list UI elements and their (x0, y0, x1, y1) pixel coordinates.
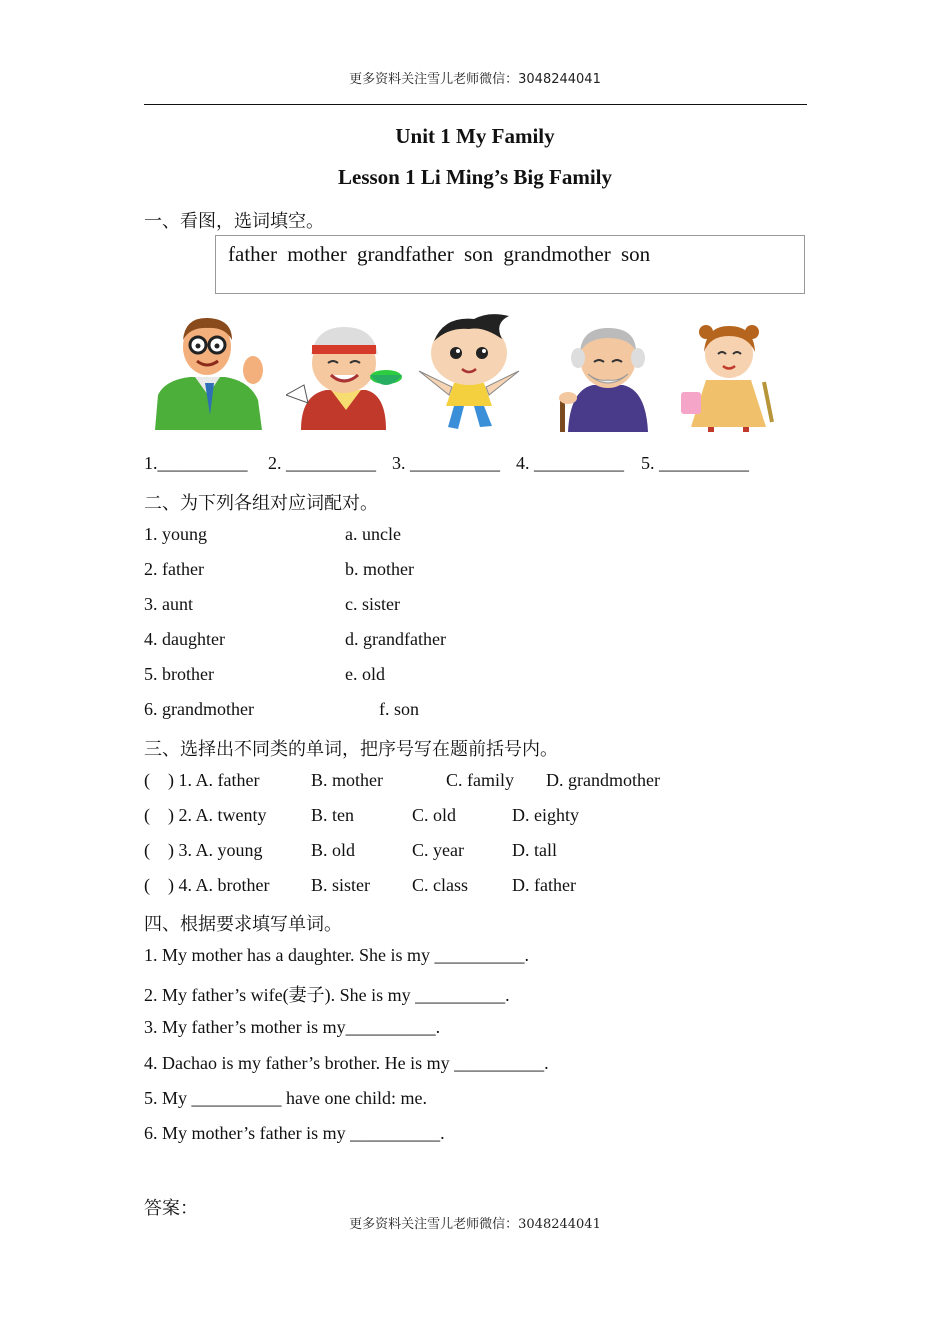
match-left-item: 3. aunt (144, 594, 193, 614)
blank-4: 4. __________ (516, 453, 624, 473)
father-picture (150, 315, 265, 430)
choice-option-c: C. family (446, 770, 514, 790)
unit-title: Unit 1 My Family (395, 124, 555, 148)
grandfather-picture (558, 320, 653, 432)
choice-row-number: ( ) 2. A. twenty (144, 805, 267, 825)
choice-option-d: D. eighty (512, 805, 579, 825)
word-bank-box (215, 235, 805, 294)
lesson-title: Lesson 1 Li Ming’s Big Family (338, 165, 612, 189)
fill-item: 4. Dachao is my father’s brother. He is my __________. (144, 1053, 549, 1073)
blank-2: 2. __________ (268, 453, 376, 473)
fill-item: 1. My mother has a daughter. She is my __________. (144, 945, 529, 965)
match-right-item: f. son (379, 699, 419, 719)
choice-option-c: C. class (412, 875, 468, 895)
blank-5: 5. __________ (641, 453, 749, 473)
match-right-item: e. old (345, 664, 385, 684)
word-bank: father mother grandfather son grandmother son (228, 242, 651, 266)
choice-option-d: D. father (512, 875, 576, 895)
choice-option-b: B. old (311, 840, 356, 860)
match-right-item: c. sister (345, 594, 400, 614)
choice-option-b: B. mother (311, 770, 383, 790)
choice-option-c: C. year (412, 840, 464, 860)
header-divider (144, 104, 807, 105)
match-left-item: 5. brother (144, 664, 214, 684)
blank-1: 1.__________ (144, 453, 248, 473)
fill-item: 5. My __________ have one child: me. (144, 1088, 427, 1108)
match-right-item: b. mother (345, 559, 414, 579)
footer-note: 更多资料关注雪儿老师微信：3048244041 (349, 1217, 601, 1232)
girl-picture (676, 322, 786, 432)
match-left-item: 2. father (144, 559, 204, 579)
fill-item: 6. My mother’s father is my __________. (144, 1123, 445, 1143)
match-right-item: d. grandfather (345, 629, 446, 649)
match-left-item: 4. daughter (144, 629, 225, 649)
choice-option-b: B. sister (311, 875, 371, 895)
choice-row-number: ( ) 4. A. brother (144, 875, 270, 895)
choice-row-number: ( ) 1. A. father (144, 770, 260, 790)
choice-row-number: ( ) 3. A. young (144, 840, 263, 860)
choice-option-d: D. tall (512, 840, 557, 860)
blank-3: 3. __________ (392, 453, 500, 473)
part4-heading: 四、根据要求填写单词。 (144, 914, 342, 935)
fill-item: 2. My father’s wife(妻子). She is my __________. (144, 985, 510, 1005)
match-right-item: a. uncle (345, 524, 401, 544)
part2-heading: 二、为下列各组对应词配对。 (144, 493, 378, 514)
part1-heading: 一、看图，选词填空。 (144, 211, 324, 232)
match-left-item: 1. young (144, 524, 207, 544)
choice-option-b: B. ten (311, 805, 354, 825)
match-left-item: 6. grandmother (144, 699, 254, 719)
part3-heading: 三、选择出不同类的单词，把序号写在题前括号内。 (144, 739, 558, 760)
grandmother-picture (286, 315, 404, 430)
son-picture (414, 311, 524, 431)
choice-option-d: D. grandmother (546, 770, 660, 790)
header-note: 更多资料关注雪儿老师微信：3048244041 (349, 72, 601, 87)
fill-item: 3. My father’s mother is my__________. (144, 1017, 441, 1037)
choice-option-c: C. old (412, 805, 457, 825)
answers-label: 答案： (144, 1198, 198, 1219)
